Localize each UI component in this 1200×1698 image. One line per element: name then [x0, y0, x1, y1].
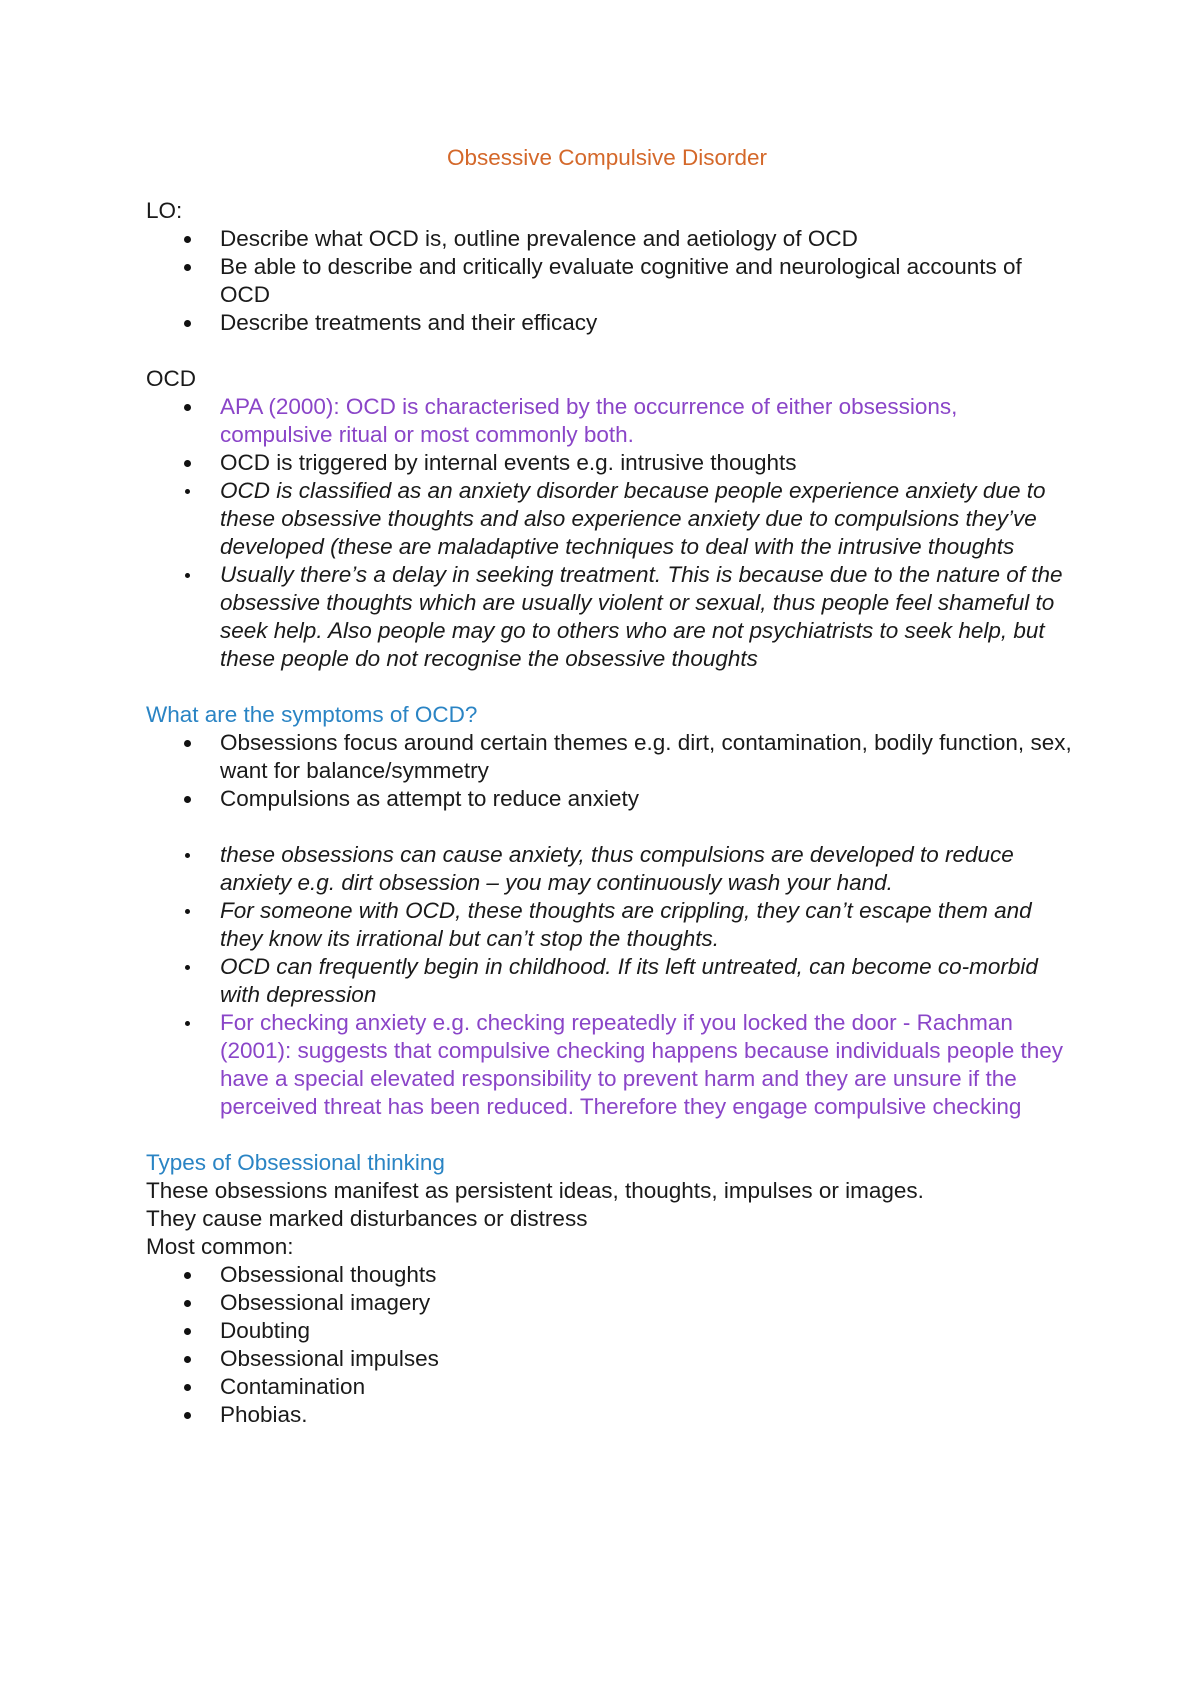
bullet-icon [184, 740, 191, 747]
list-item: Be able to describe and critically evaluate cognitive and neurological accounts of OCD [146, 253, 1076, 309]
bullet-icon [184, 796, 191, 803]
bullet-icon [185, 965, 190, 970]
bullet-icon [185, 909, 190, 914]
list-item: Doubting [146, 1317, 1076, 1345]
list-item: Describe what OCD is, outline prevalence and aetiology of OCD [146, 225, 1076, 253]
list-item: Compulsions as attempt to reduce anxiety [146, 785, 1076, 813]
symptoms-heading: What are the symptoms of OCD? [146, 702, 478, 727]
list-item: Obsessional thoughts [146, 1261, 1076, 1289]
types-line: These obsessions manifest as persistent ideas, thoughts, impulses or images. [146, 1178, 924, 1203]
list-item: For checking anxiety e.g. checking repeatedly if you locked the door - Rachman (2001): suggests that compulsive checking happens because individuals people they have a special elevated responsibility to prevent harm and they are unsure if the perceived threat has been reduced. Therefore they engage compulsive checking [146, 1009, 1076, 1121]
list-item: Phobias. [146, 1401, 1076, 1429]
types-list [146, 1261, 1076, 1429]
ocd-list [146, 393, 1076, 673]
bullet-icon [184, 404, 191, 411]
symptoms-list [146, 729, 1076, 813]
list-item: these obsessions can cause anxiety, thus compulsions are developed to reduce anxiety e.g. dirt obsession – you may continuously wash your hand. [146, 841, 1076, 897]
bullet-icon [184, 264, 191, 271]
bullet-icon [184, 320, 191, 327]
list-item: OCD can frequently begin in childhood. If its left untreated, can become co-morbid with depression [146, 953, 1076, 1009]
bullet-icon [184, 1300, 191, 1307]
list-item: Describe treatments and their efficacy [146, 309, 1076, 337]
bullet-icon [184, 1356, 191, 1363]
ocd-label: OCD [146, 366, 196, 391]
lo-label: LO: [146, 198, 183, 223]
bullet-icon [185, 853, 190, 858]
bullet-icon [185, 489, 190, 494]
types-line: They cause marked disturbances or distress [146, 1206, 588, 1231]
bullet-icon [185, 1021, 190, 1026]
list-item: Obsessional imagery [146, 1289, 1076, 1317]
list-item: Usually there’s a delay in seeking treatment. This is because due to the nature of the obsessive thoughts which are usually violent or sexual, thus people feel shameful to seek help. Also people may go to others who are not psychiatrists to seek help, but these people do not recognise the obsessive thoughts [146, 561, 1076, 673]
list-item: APA (2000): OCD is characterised by the occurrence of either obsessions, compulsive ritual or most commonly both. [146, 393, 1076, 449]
bullet-icon [185, 573, 190, 578]
lo-list [146, 225, 1076, 337]
bullet-icon [184, 1412, 191, 1419]
list-item: Obsessions focus around certain themes e.g. dirt, contamination, bodily function, sex, want for balance/symmetry [146, 729, 1076, 785]
bullet-icon [184, 236, 191, 243]
list-item: OCD is classified as an anxiety disorder because people experience anxiety due to these obsessive thoughts and also experience anxiety due to compulsions they’ve developed (these are maladaptive techniques to deal with the intrusive thoughts [146, 477, 1076, 561]
list-item: OCD is triggered by internal events e.g. intrusive thoughts [146, 449, 1076, 477]
bullet-icon [184, 1328, 191, 1335]
types-heading: Types of Obsessional thinking [146, 1150, 445, 1175]
bullet-icon [184, 1384, 191, 1391]
list-item: Obsessional impulses [146, 1345, 1076, 1373]
page-title: Obsessive Compulsive Disorder [446, 145, 768, 170]
list-item: For someone with OCD, these thoughts are crippling, they can’t escape them and they know its irrational but can’t stop the thoughts. [146, 897, 1076, 953]
bullet-icon [184, 460, 191, 467]
document-content [146, 144, 1076, 1429]
list-item: Contamination [146, 1373, 1076, 1401]
types-line: Most common: [146, 1234, 294, 1259]
bullet-icon [184, 1272, 191, 1279]
symptoms-notes-list [146, 841, 1076, 1121]
